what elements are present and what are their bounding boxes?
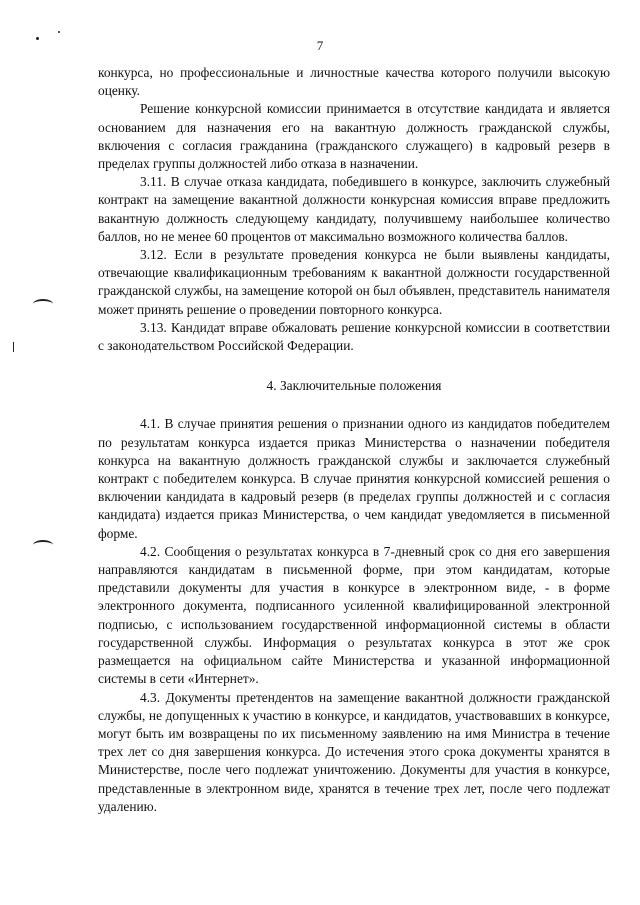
paragraph: конкурса, но профессиональные и личностные качества которого получили высокую оценку. (98, 65, 610, 99)
paragraph: 4.2. Сообщения о результатах конкурса в 7-дневный срок со дня его завершения направляются кандидатам в письменной форме, при этом кандидатам, которые представили документы для участия в конкурсе в электронном виде, - в форме электронного документа, подписанного усиленной квалифицированной электронной подписью, с использованием государственной информационной системы в области государственной службы. Информация о результатах конкурса в этот же срок размещается на официальном сайте Министерства и указанной информационной системы в сети «Интернет». (98, 543, 610, 687)
scan-dot (36, 37, 39, 40)
section-heading: 4. Заключительные положения (266, 378, 442, 394)
paragraph: Решение конкурсной комиссии принимается в отсутствие кандидата и является основанием для назначения его на вакантную должность гражданской службы, включения с согласия гражданина (гражданского служащего) в кадровый резерв в пределах группы должностей либо отказа в назначении. (98, 101, 610, 172)
paragraph: 4.1. В случае принятия решения о признании одного из кандидатов победителем по результатам конкурса издается приказ Министерства о назначении победителя конкурса на вакантную должность гражданской службы и заключается служебный контракт с победителем конкурса. В случае принятия конкурсной комиссией решения о включении кандидата в кадровый резерв (в пределах группы должностей и с согласия кандидата) издается приказ Министерства, о чем кандидат уведомляется в письменной форме. (98, 416, 610, 541)
punch-hole-mark (33, 540, 53, 550)
page-number: 7 (316, 38, 324, 53)
paragraph: 3.13. Кандидат вправе обжаловать решение конкурсной комиссии в соответствии с законодательством Российской Федерации. (98, 319, 610, 354)
scan-tick (13, 342, 14, 352)
punch-hole-mark (33, 299, 53, 309)
paragraph: 3.12. Если в результате проведения конкурса не были выявлены кандидаты, отвечающие квалификационным требованиям к вакантной должности государственной гражданской службы, на замещение которой он был объявлен, представитель нанимателя может принять решение о проведении повторного конкурса. (98, 247, 610, 317)
document-body (98, 64, 610, 816)
paragraph: 3.11. В случае отказа кандидата, победившего в конкурсе, заключить служебный контракт на замещение вакантной должности конкурсная комиссия вправе предложить вакантную должность следующему кандидату, получившему наибольшее количество баллов, но не менее 60 процентов от максимально возможного количества баллов. (98, 174, 610, 244)
scan-dot (58, 31, 60, 33)
paragraph: 4.3. Документы претендентов на замещение вакантной должности гражданской службы, не допущенных к участию в конкурсе, и кандидатов, участвовавших в конкурсе, могут быть им возвращены по их письменному заявлению на имя Министра в течение трех лет со дня завершения конкурса. До истечения этого срока документы хранятся в Министерстве, после чего подлежат уничтожению. Документы для участия в конкурсе, представленные в электронном виде, хранятся в течение трех лет, после чего подлежат удалению. (98, 689, 610, 814)
